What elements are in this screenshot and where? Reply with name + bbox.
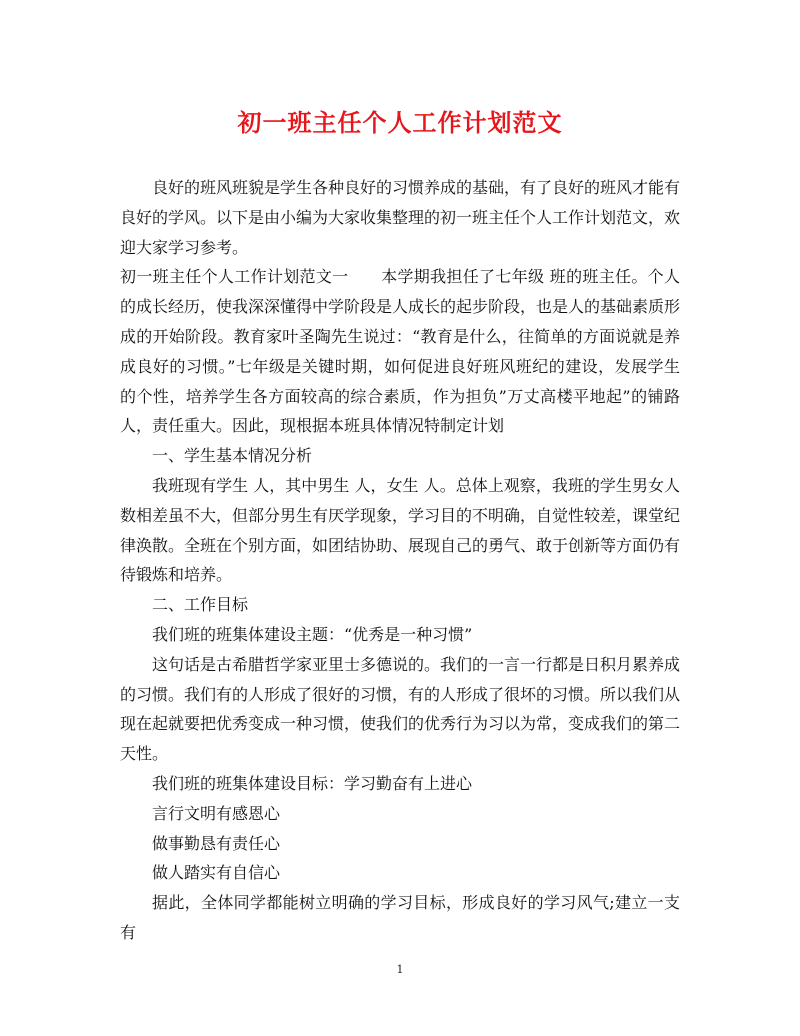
aristotle-quote-paragraph: 这句话是古希腊哲学家亚里士多德说的。我们的一言一行都是日积月累养成的习惯。我们有的人形成了很好的习惯，有的人形成了很坏的习惯。所以我们从现在起就要把优秀变成一种习惯，使我们的优秀行为习以为常，变成我们的第二天性。	[120, 654, 681, 764]
class-theme-paragraph: 我们班的班集体建设主题：“优秀是一种习惯”	[152, 624, 473, 644]
sample-one-paragraph: 初一班主任个人工作计划范文一 本学期我担任了七年级 班的班主任。个人的成长经历，使我深深懂得中学阶段是人成长的起步阶段，也是人的基础素质形成的开始阶段。教育家叶圣陶先生说过：“教育是什么，往简单的方面说就是养成良好的习惯。”七年级是关键时期，如何促进良好班风班纪的建设，发展学生的个性，培养学生各方面较高的综合素质，作为担负”万丈高楼平地起”的铺路人，责任重大。因此，现根据本班具体情况特制定计划	[120, 267, 681, 436]
section-heading-work-goals: 二、工作目标	[152, 595, 249, 615]
goal-civility-line: 言行文明有感恩心	[152, 803, 281, 823]
page-number: 1	[396, 963, 404, 976]
closing-paragraph: 据此，全体同学都能树立明确的学习目标，形成良好的学习风气;建立一支有	[120, 893, 680, 942]
section-heading-student-analysis: 一、学生基本情况分析	[152, 446, 313, 466]
intro-paragraph: 良好的班风班貌是学生各种良好的习惯养成的基础，有了良好的班风才能有良好的学风。以下是由小编为大家收集整理的初一班主任个人工作计划范文，欢迎大家学习参考。	[120, 178, 681, 257]
document-title: 初一班主任个人工作计划范文	[237, 108, 563, 137]
student-analysis-paragraph: 我班现有学生 人，其中男生 人，女生 人。总体上观察，我班的学生男女人数相差虽不大，但部分男生有厌学现象，学习目的不明确，自觉性较差，课堂纪律涣散。全班在个别方面，如团结协助、展现自己的勇气、敢于创新等方面仍有待锻炼和培养。	[120, 475, 681, 585]
document-body	[120, 173, 680, 948]
class-goal-paragraph: 我们班的班集体建设目标：学习勤奋有上进心	[152, 773, 473, 793]
goal-responsibility-line: 做事勤恳有责任心	[152, 833, 281, 853]
goal-confidence-line: 做人踏实有自信心	[152, 863, 281, 883]
